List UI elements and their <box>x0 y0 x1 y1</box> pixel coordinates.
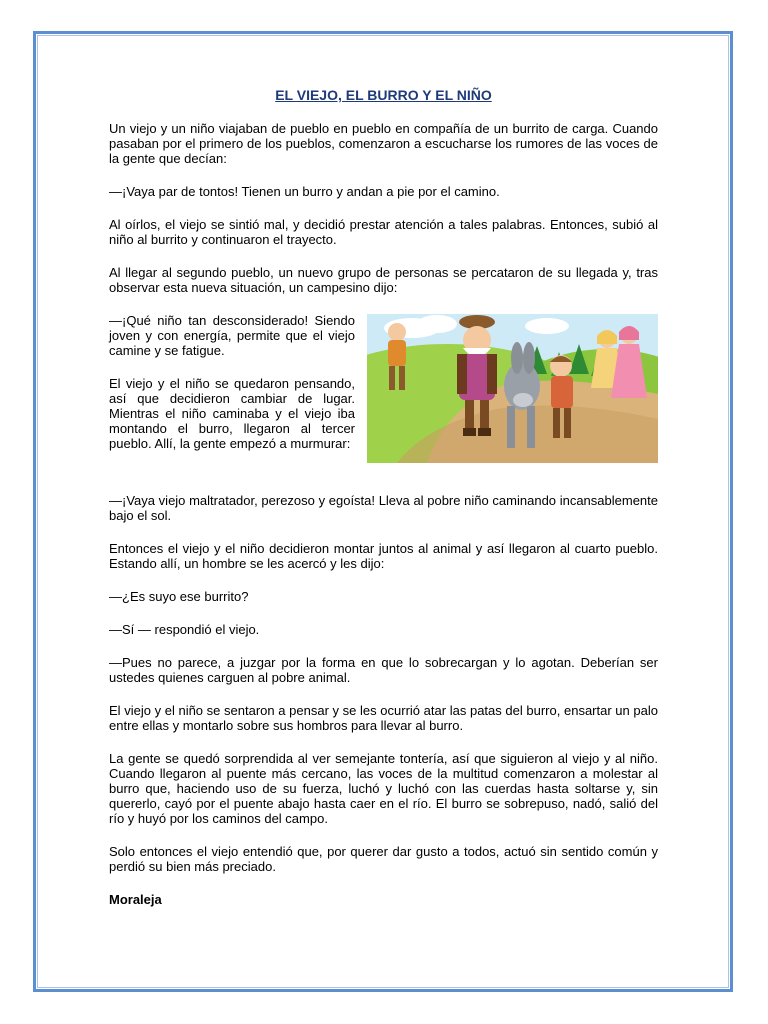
paragraph: El viejo y el niño se sentaron a pensar y se les ocurrió atar las patas del burro, ensartar un palo entre ellas y montarlo sobre sus hombros para llevar al burro. <box>109 703 658 733</box>
paragraph: —¡Qué niño tan desconsiderado! Siendo joven y con energía, permite que el viejo camine y se fatigue. <box>109 313 355 358</box>
paragraph: El viejo y el niño se quedaron pensando, así que decidieron cambiar de lugar. Mientras el niño caminaba y el viejo iba montando el burro, llegaron al tercer pueblo. Allí, la gente empezó a murmurar: <box>109 376 355 451</box>
document-title: EL VIEJO, EL BURRO Y EL NIÑO <box>275 87 492 103</box>
paragraph: Al llegar al segundo pueblo, un nuevo grupo de personas se percataron de su llegada y, tras observar esta nueva situación, un campesino dijo: <box>109 265 658 295</box>
side-text <box>109 313 355 469</box>
paragraph: —¿Es suyo ese burrito? <box>109 589 249 604</box>
paragraph: —¡Vaya par de tontos! Tienen un burro y andan a pie por el camino. <box>109 184 500 199</box>
document-body <box>109 86 658 925</box>
paragraph: Un viejo y un niño viajaban de pueblo en pueblo en compañía de un burrito de carga. Cuando pasaban por el primero de los pueblos, comenzaron a escucharse los rumores de las voces de la gente que decían: <box>109 121 658 166</box>
paragraph: —¡Vaya viejo maltratador, perezoso y egoísta! Lleva al pobre niño caminando incansablemente bajo el sol. <box>109 493 658 523</box>
paragraph: —Sí — respondió el viejo. <box>109 622 260 637</box>
paragraph: —Pues no parece, a juzgar por la forma en que lo sobrecargan y lo agotan. Deberían ser ustedes quienes carguen al pobre animal. <box>109 655 658 685</box>
moral-heading: Moraleja <box>109 892 162 907</box>
paragraph: Entonces el viejo y el niño decidieron montar juntos al animal y así llegaron al cuarto pueblo. Estando allí, un hombre se les acercó y les dijo: <box>109 541 658 571</box>
paragraph: Solo entonces el viejo entendió que, por querer dar gusto a todos, actuó sin sentido común y perdió su bien más preciado. <box>109 844 658 874</box>
paragraph: Al oírlos, el viejo se sintió mal, y decidió prestar atención a tales palabras. Entonces, subió al niño al burrito y continuaron el trayecto. <box>109 217 658 247</box>
paragraph: La gente se quedó sorprendida al ver semejante tontería, así que siguieron al viejo y al niño. Cuando llegaron al puente más cercano, las voces de la multitud comenzaron a molestar al burro que, haciendo uso de su fuerza, luchó y luchó con las cuerdas hasta soltarse y, sin quererlo, cayó por el puente abajo hasta caer en el río. El burro se sobrepuso, nadó, salió del río y huyó por los caminos del campo. <box>109 751 658 826</box>
text-with-illustration <box>109 313 658 475</box>
story-illustration <box>367 314 658 463</box>
